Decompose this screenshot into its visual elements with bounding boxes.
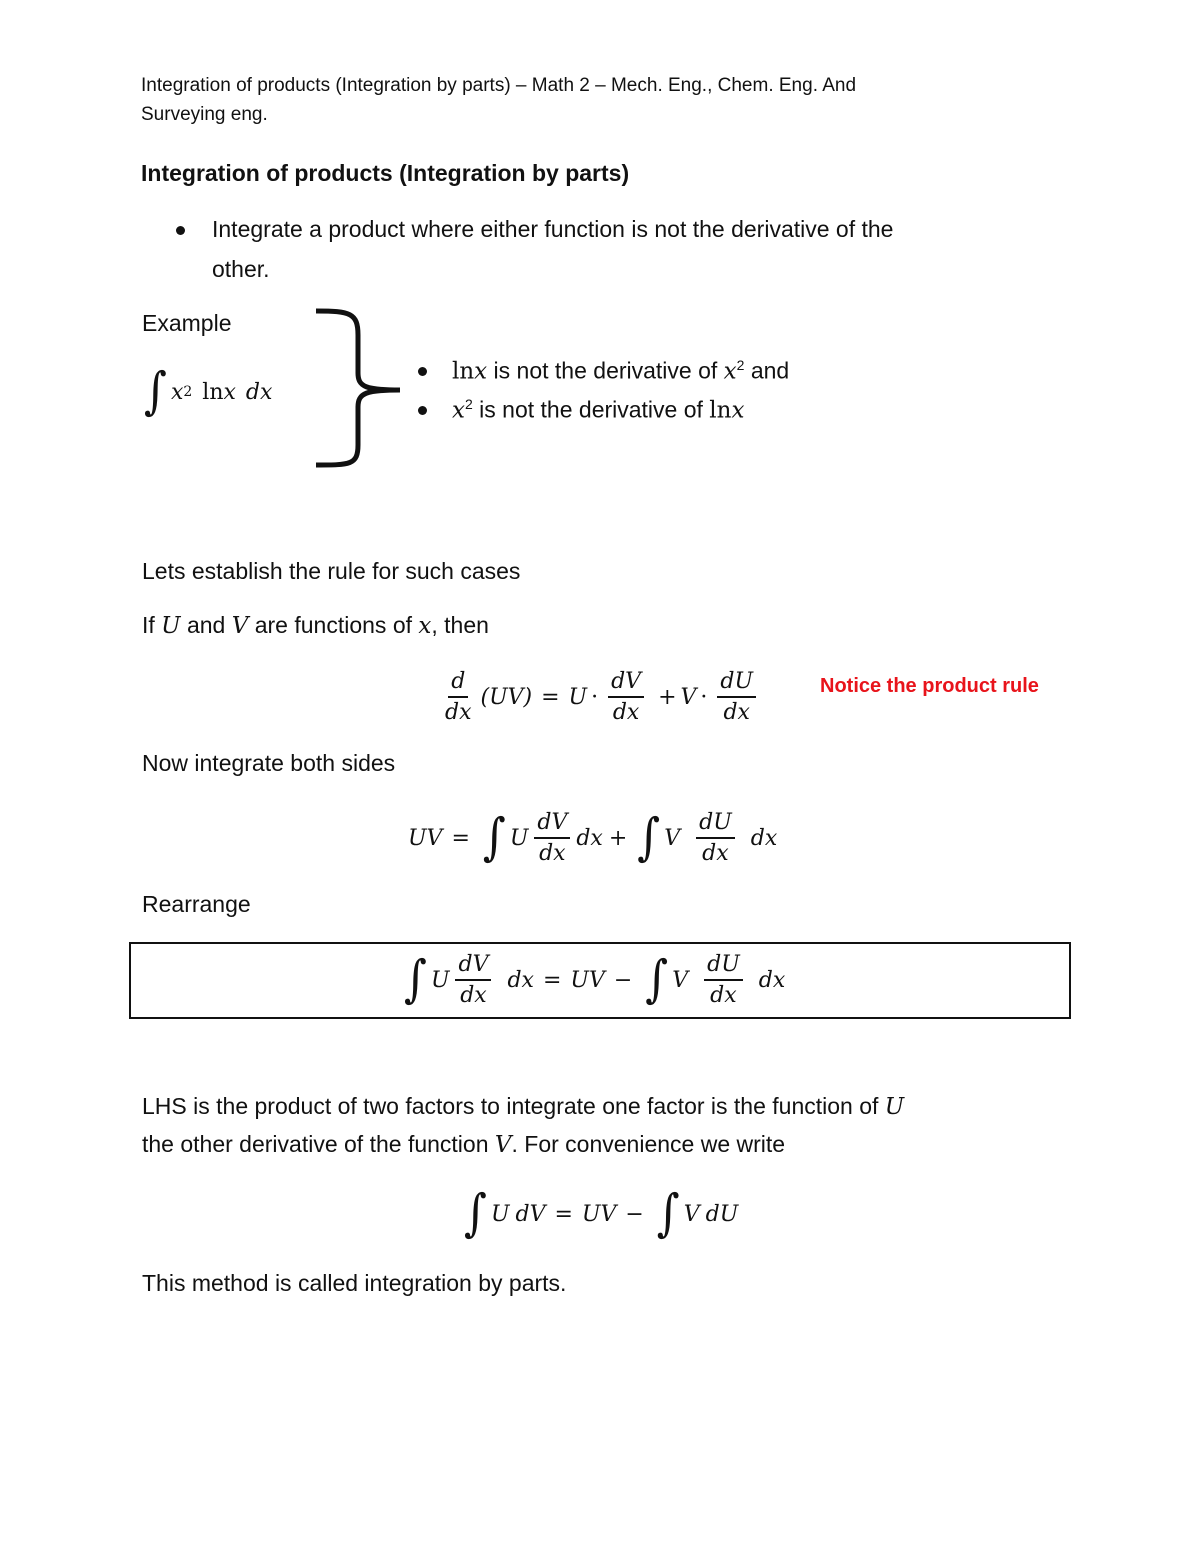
integrated-equation: UV = ∫ U $\frac{dV}{dx}$ dx + ∫ V $\frac{dU}{dx}$ dx <box>408 808 778 867</box>
fraction: $\frac{dV}{dx}$ <box>608 670 644 723</box>
ln-function: ln <box>202 379 224 405</box>
example-label: Example <box>142 310 232 336</box>
integral-sign: ∫ <box>464 1184 487 1243</box>
lhs-line-1: LHS is the product of two factors to integrate one factor is the function of U <box>142 1093 905 1120</box>
if-line: If U and V are functions of x, then <box>142 612 489 639</box>
rearrange-label: Rearrange <box>142 891 251 917</box>
rule-intro: Lets establish the rule for such cases <box>142 558 521 584</box>
notice-annotation: Notice the product rule <box>820 675 1039 697</box>
fraction: $\frac{dU}{dx}$ <box>704 953 743 1006</box>
integrate-both-label: Now integrate both sides <box>142 750 396 776</box>
product-rule-equation: $\frac{d}{dx}$ (UV) = U · $\frac{dV}{dx}$ + V · $\frac{dU}{dx}$ <box>436 664 762 730</box>
intro-bullet-line-2: other. <box>212 256 270 282</box>
integrand-x: x <box>170 379 184 405</box>
ln-argument: x <box>223 379 236 405</box>
short-form-equation: ∫ U dV = UV − ∫ V dU <box>464 1184 739 1243</box>
header-line-1: Integration of products (Integration by parts) – Math 2 – Mech. Eng., Chem. Eng. And <box>141 75 857 96</box>
boxed-equation: ∫ U $\frac{dV}{dx}$ dx = UV − ∫ V $\frac{dU}{dx}$ dx <box>404 950 786 1009</box>
bullet-dot <box>418 367 427 376</box>
differential: dx <box>245 379 273 405</box>
fraction: $\frac{dU}{dx}$ <box>717 670 756 723</box>
integral-sign: ∫ <box>656 1184 680 1243</box>
integral-sign: ∫ <box>637 808 661 867</box>
integral-sign: ∫ <box>404 950 427 1009</box>
fraction: $\frac{d}{dx}$ <box>445 669 472 725</box>
bullet-dot <box>176 226 185 235</box>
fraction: $\frac{dV}{dx}$ <box>455 953 491 1006</box>
exponent: 2 <box>183 384 193 400</box>
fraction: $\frac{dV}{dx}$ <box>534 811 570 864</box>
conclusion: This method is called integration by parts. <box>142 1270 567 1296</box>
integral-sign: ∫ <box>482 808 506 867</box>
example-note-2: $x^2$ is not the derivative of lnx <box>452 396 745 424</box>
intro-bullet-line-1: Integrate a product where either function is not the derivative of the <box>212 216 894 242</box>
example-integral <box>140 362 272 422</box>
bullet-dot <box>418 406 427 415</box>
section-title: Integration of products (Integration by parts) <box>141 160 630 186</box>
header-line-2: Surveying eng. <box>141 104 268 125</box>
integral-sign: ∫ <box>144 362 167 421</box>
curly-brace-icon <box>310 305 420 475</box>
fraction: $\frac{dU}{dx}$ <box>696 811 735 864</box>
example-note-1: lnx is not the derivative of $x^2$ and <box>452 357 790 385</box>
lhs-line-2: the other derivative of the function V. For convenience we write <box>142 1131 786 1158</box>
integral-sign: ∫ <box>645 950 669 1009</box>
